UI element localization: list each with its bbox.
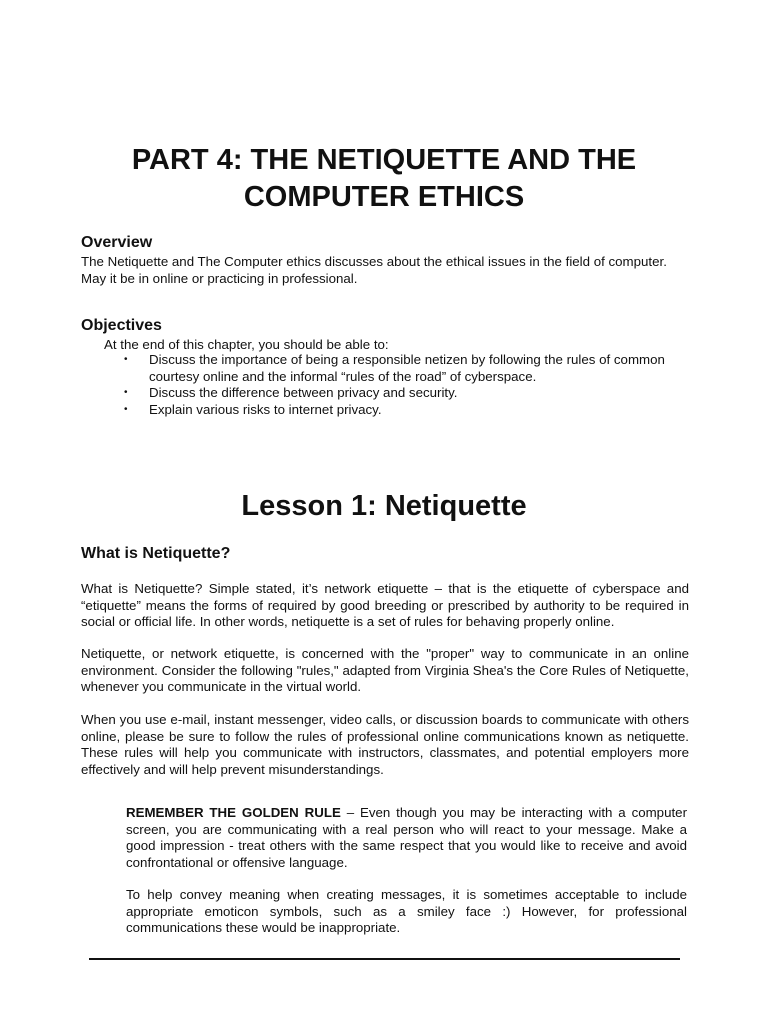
- list-item: [104, 402, 704, 419]
- bullet-icon: •: [124, 354, 128, 365]
- bullet-icon: •: [124, 403, 128, 415]
- objective-text: Discuss the difference between privacy and security.: [149, 385, 458, 400]
- golden-rule-text: – Even though you may be interacting with a computer screen, you are communicating with a real person who will react to your message. Make a good impression - treat others with the same respect that you would like to receive and avoid confrontational or offensive language.: [126, 805, 687, 870]
- what-is-paragraph-2: Netiquette, or network etiquette, is concerned with the "proper" way to communicate in an online environment. Consider the following "rules," adapted from Virginia Shea's the Core Rules of Netiquette, whenever you communicate in the virtual world.: [81, 646, 689, 694]
- list-item: [104, 385, 704, 402]
- golden-rule-paragraph: [126, 805, 687, 871]
- list-item: [104, 352, 704, 385]
- part-title-line-1: PART 4: THE NETIQUETTE AND THE: [131, 144, 637, 176]
- objectives-heading: Objectives: [81, 317, 162, 334]
- what-is-paragraph-3: When you use e-mail, instant messenger, video calls, or discussion boards to communicate with others online, please be sure to follow the rules of professional online communications known as netiquette. These rules will help you communicate with instructors, classmates, and potential employers more effectively and will help prevent misunderstandings.: [81, 712, 689, 777]
- footer-divider: [89, 958, 680, 960]
- objective-text: Discuss the importance of being a responsible netizen by following the rules of common courtesy online and the informal “rules of the road” of cyberspace.: [149, 352, 665, 384]
- objectives-list: [104, 352, 704, 418]
- part-title: [60, 142, 708, 216]
- what-is-heading: What is Netiquette?: [81, 545, 231, 562]
- what-is-paragraph-1: What is Netiquette? Simple stated, it’s network etiquette – that is the etiquette of cyberspace and “etiquette” means the forms of required by good breeding or prescribed by authority to be required in social or official life. In other words, netiquette is a set of rules for behaving properly online.: [81, 581, 689, 629]
- lesson-title: Lesson 1: Netiquette: [241, 490, 527, 522]
- overview-text: The Netiquette and The Computer ethics discusses about the ethical issues in the field of computer. May it be in online or practicing in professional.: [81, 254, 667, 286]
- bullet-icon: •: [124, 387, 128, 398]
- emoticon-paragraph: To help convey meaning when creating messages, it is sometimes acceptable to include appropriate emoticon symbols, such as a smiley face :) However, for professional communications these would be inappropriate.: [126, 887, 687, 935]
- objective-text: Explain various risks to internet privacy.: [149, 401, 382, 417]
- part-title-line-2: COMPUTER ETHICS: [243, 181, 525, 213]
- golden-rule-label: REMEMBER THE GOLDEN RULE: [126, 805, 341, 820]
- overview-heading: Overview: [81, 234, 153, 251]
- objectives-intro: At the end of this chapter, you should be able to:: [104, 337, 389, 352]
